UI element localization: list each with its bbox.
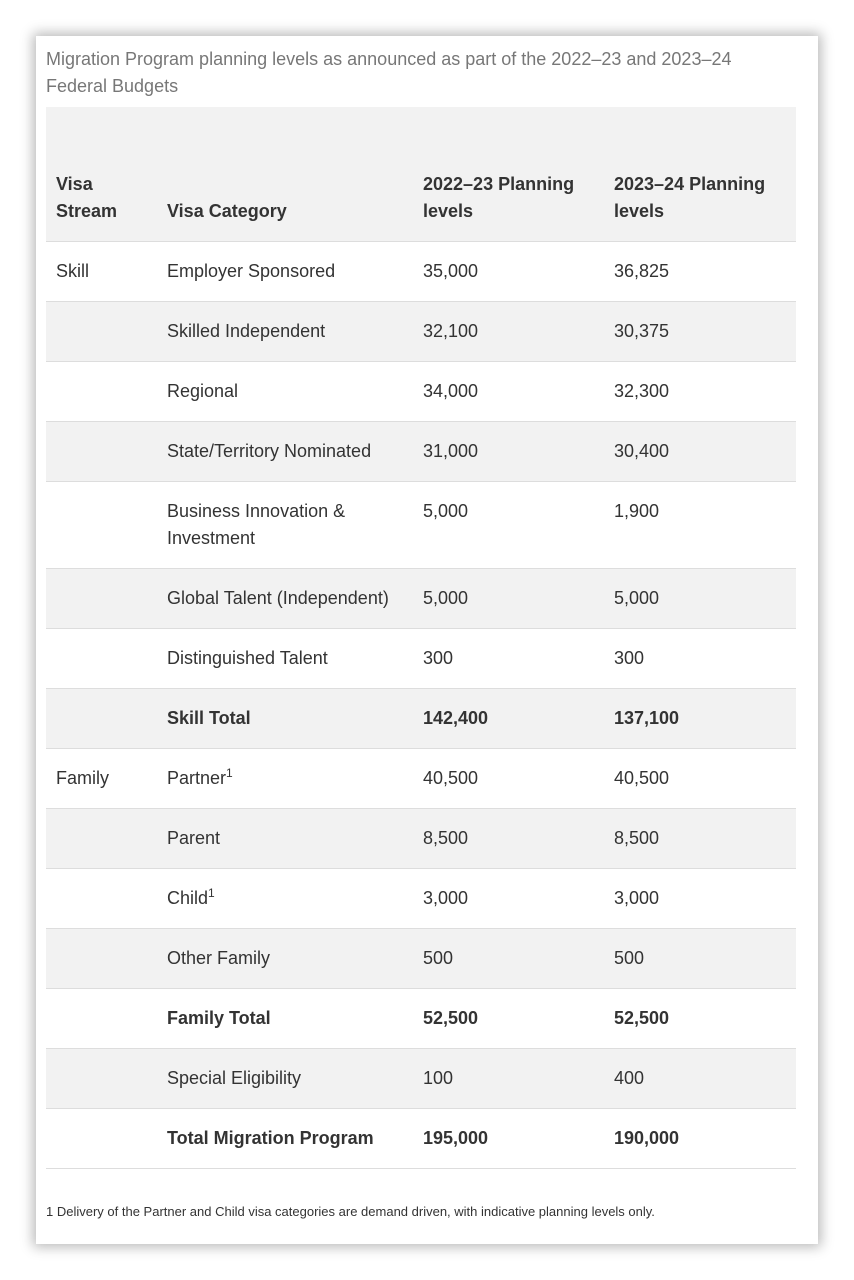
visa-category-cell: [157, 241, 413, 301]
table-row: [46, 241, 796, 301]
visa-category-cell: [157, 928, 413, 988]
visa-category-cell: [157, 628, 413, 688]
visa-category-label: Parent: [167, 827, 221, 848]
visa-category-cell: [157, 808, 413, 868]
visa-category-cell: [157, 868, 413, 928]
planning-2023-24-cell: 500: [604, 928, 796, 988]
header-row: [46, 107, 796, 241]
table-row: [46, 868, 796, 928]
visa-stream-cell: [46, 361, 157, 421]
visa-category-cell: [157, 988, 413, 1048]
table-row: [46, 808, 796, 868]
planning-2022-23-cell: 32,100: [413, 301, 604, 361]
planning-2022-23-cell: 5,000: [413, 481, 604, 568]
header-visa-category: Visa Category: [157, 107, 413, 241]
content-card: [36, 36, 818, 1244]
visa-stream-cell: [46, 568, 157, 628]
footnote: 1 Delivery of the Partner and Child visa categories are demand driven, with indicative planning levels only.: [46, 1204, 655, 1219]
visa-category-cell: [157, 748, 413, 808]
visa-category-label: Business Innovation & Investment: [167, 500, 346, 548]
table-row: [46, 688, 796, 748]
visa-stream-cell: [46, 1108, 157, 1168]
visa-stream-cell: [46, 1048, 157, 1108]
visa-stream-cell: [46, 628, 157, 688]
planning-2022-23-cell: 5,000: [413, 568, 604, 628]
footnote-marker: 1: [208, 885, 215, 900]
visa-category-cell: [157, 1048, 413, 1108]
visa-stream-cell: [46, 808, 157, 868]
planning-2023-24-cell: 1,900: [604, 481, 796, 568]
planning-2022-23-cell: 34,000: [413, 361, 604, 421]
visa-stream-cell: [46, 301, 157, 361]
visa-category-label: State/Territory Nominated: [167, 440, 372, 461]
table-body: [46, 241, 796, 1168]
visa-category-cell: [157, 688, 413, 748]
planning-2022-23-cell: 500: [413, 928, 604, 988]
visa-category-cell: [157, 301, 413, 361]
visa-category-cell: [157, 1108, 413, 1168]
visa-category-cell: [157, 421, 413, 481]
visa-stream-cell: Skill: [46, 241, 157, 301]
table-row: [46, 1048, 796, 1108]
visa-category-label: Family Total: [167, 1007, 271, 1028]
visa-category-label: Total Migration Program: [167, 1127, 374, 1148]
visa-category-cell: [157, 361, 413, 421]
planning-2022-23-cell: 52,500: [413, 988, 604, 1048]
visa-category-cell: [157, 481, 413, 568]
table-row: [46, 928, 796, 988]
table-row: [46, 1108, 796, 1168]
planning-2022-23-cell: 35,000: [413, 241, 604, 301]
header-visa-stream: Visa Stream: [46, 107, 157, 241]
table-row: [46, 361, 796, 421]
planning-2023-24-cell: 40,500: [604, 748, 796, 808]
visa-category-label: Skill Total: [167, 707, 251, 728]
visa-stream-cell: [46, 988, 157, 1048]
visa-category-label: Child: [167, 887, 209, 908]
planning-2022-23-cell: 300: [413, 628, 604, 688]
visa-category-label: Regional: [167, 380, 239, 401]
visa-category-label: Distinguished Talent: [167, 647, 328, 668]
visa-category-label: Special Eligibility: [167, 1067, 302, 1088]
table-header: [46, 107, 796, 241]
visa-category-label: Partner: [167, 767, 227, 788]
visa-category-label: Global Talent (Independent): [167, 587, 389, 608]
header-2022-23-planning-levels: 2022–23 Planning levels: [413, 107, 604, 241]
planning-2023-24-cell: 400: [604, 1048, 796, 1108]
table-row: [46, 301, 796, 361]
planning-2023-24-cell: 137,100: [604, 688, 796, 748]
visa-category-label: Other Family: [167, 947, 271, 968]
planning-2022-23-cell: 100: [413, 1048, 604, 1108]
table-row: [46, 421, 796, 481]
planning-2023-24-cell: 30,400: [604, 421, 796, 481]
planning-2023-24-cell: 30,375: [604, 301, 796, 361]
planning-levels-table: [46, 107, 796, 1169]
header-2023-24-planning-levels: 2023–24 Planning levels: [604, 107, 796, 241]
footnote-marker: 1: [226, 765, 233, 780]
planning-2023-24-cell: 3,000: [604, 868, 796, 928]
planning-2023-24-cell: 32,300: [604, 361, 796, 421]
planning-2023-24-cell: 190,000: [604, 1108, 796, 1168]
table-row: [46, 988, 796, 1048]
visa-category-label: Skilled Independent: [167, 320, 326, 341]
table-row: [46, 568, 796, 628]
visa-stream-cell: Family: [46, 748, 157, 808]
planning-2022-23-cell: 142,400: [413, 688, 604, 748]
planning-2022-23-cell: 195,000: [413, 1108, 604, 1168]
visa-category-label: Employer Sponsored: [167, 260, 336, 281]
table-row: [46, 628, 796, 688]
planning-2023-24-cell: 8,500: [604, 808, 796, 868]
visa-stream-cell: [46, 688, 157, 748]
table-row: [46, 748, 796, 808]
visa-stream-cell: [46, 868, 157, 928]
planning-2023-24-cell: 5,000: [604, 568, 796, 628]
planning-2022-23-cell: 40,500: [413, 748, 604, 808]
planning-2022-23-cell: 31,000: [413, 421, 604, 481]
visa-category-cell: [157, 568, 413, 628]
visa-stream-cell: [46, 481, 157, 568]
planning-2023-24-cell: 52,500: [604, 988, 796, 1048]
planning-2023-24-cell: 36,825: [604, 241, 796, 301]
planning-2023-24-cell: 300: [604, 628, 796, 688]
table-row: [46, 481, 796, 568]
table-caption: Migration Program planning levels as announced as part of the 2022–23 and 2023–24 Federal Budgets: [46, 49, 732, 96]
planning-2022-23-cell: 8,500: [413, 808, 604, 868]
visa-stream-cell: [46, 421, 157, 481]
planning-2022-23-cell: 3,000: [413, 868, 604, 928]
visa-stream-cell: [46, 928, 157, 988]
